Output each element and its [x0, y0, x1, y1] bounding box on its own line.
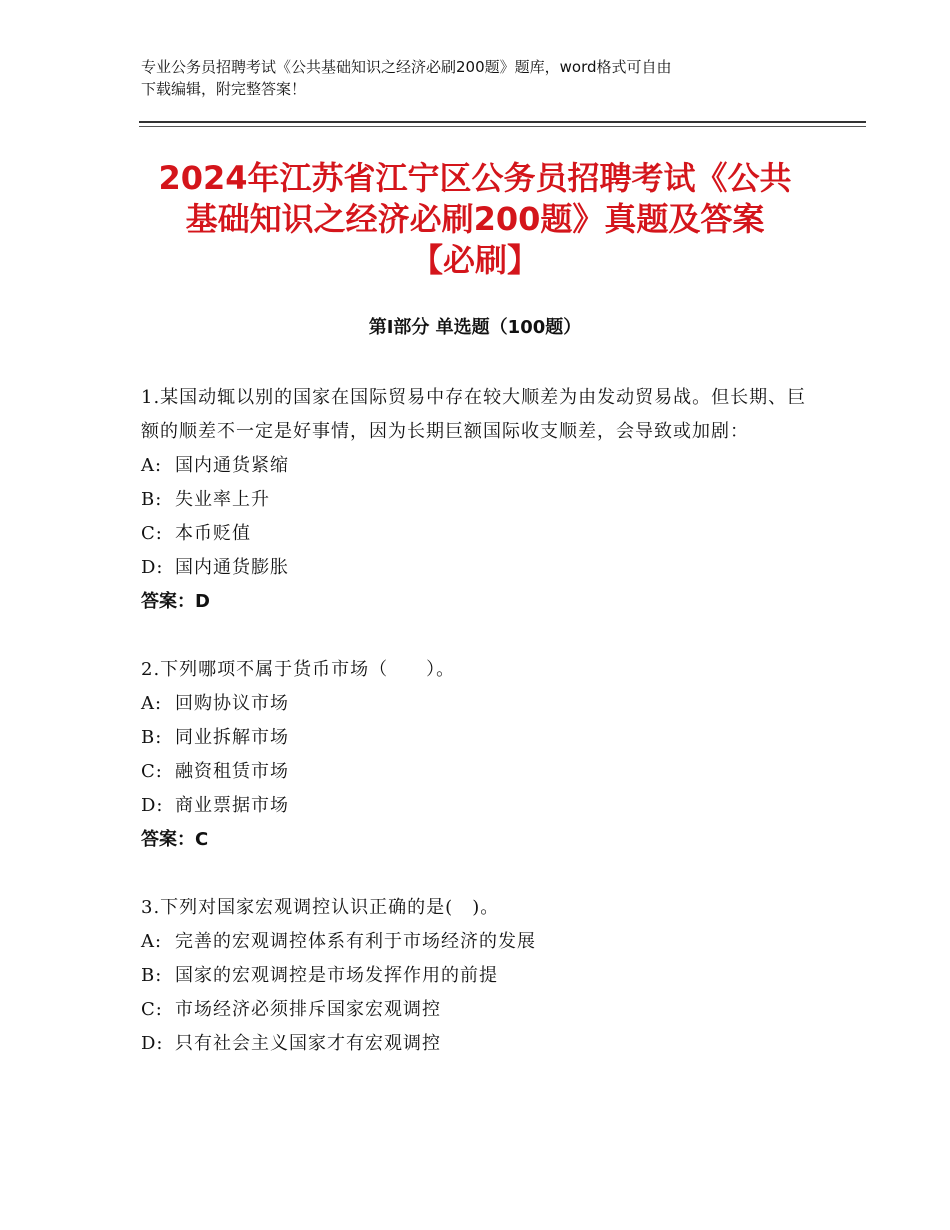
question-1-option-b: B: 失业率上升: [141, 489, 270, 510]
question-2-option-b: B: 同业拆解市场: [141, 727, 289, 748]
header-note-line-1: 专业公务员招聘考试《公共基础知识之经济必刷200题》题库，word格式可自由: [141, 58, 672, 76]
header-note-line-2: 下载编辑，附完整答案！: [141, 80, 307, 98]
question-2: [141, 653, 821, 857]
question-1-option-a: A: 国内通货紧缩: [141, 455, 289, 476]
header-divider-thin: [139, 126, 866, 127]
question-3-text: 3.下列对国家宏观调控认识正确的是( )。: [141, 897, 500, 918]
question-1: [141, 381, 821, 619]
title-line-2: 基础知识之经济必刷200题》真题及答案: [185, 200, 765, 238]
header-divider-thick: [139, 121, 866, 123]
question-3-option-c: C: 市场经济必须排斥国家宏观调控: [141, 999, 441, 1020]
question-1-option-d: D: 国内通货膨胀: [141, 557, 289, 578]
question-1-answer: 答案：D: [141, 591, 210, 612]
title-line-3: 【必刷】: [410, 241, 539, 279]
question-3-option-a: A: 完善的宏观调控体系有利于市场经济的发展: [141, 931, 536, 952]
question-2-text: 2.下列哪项不属于货币市场（ ）。: [141, 659, 456, 680]
section-title: 第Ⅰ部分 单选题（100题）: [368, 317, 582, 338]
question-3-option-b: B: 国家的宏观调控是市场发挥作用的前提: [141, 965, 498, 986]
question-2-option-a: A: 回购协议市场: [141, 693, 289, 714]
title-line-1: 2024年江苏省江宁区公务员招聘考试《公共: [158, 159, 792, 197]
question-list: [141, 381, 821, 1095]
header-note: [141, 56, 821, 100]
question-2-option-c: C: 融资租赁市场: [141, 761, 289, 782]
document-title: [100, 158, 850, 281]
question-2-option-d: D: 商业票据市场: [141, 795, 289, 816]
question-3: [141, 891, 821, 1061]
question-1-text: 1.某国动辄以别的国家在国际贸易中存在较大顺差为由发动贸易战。但长期、巨额的顺差不一定是好事情，因为长期巨额国际收支顺差，会导致或加剧：: [141, 387, 807, 442]
question-2-answer: 答案：C: [141, 829, 209, 850]
question-1-option-c: C: 本币贬值: [141, 523, 251, 544]
question-3-option-d: D: 只有社会主义国家才有宏观调控: [141, 1033, 441, 1054]
